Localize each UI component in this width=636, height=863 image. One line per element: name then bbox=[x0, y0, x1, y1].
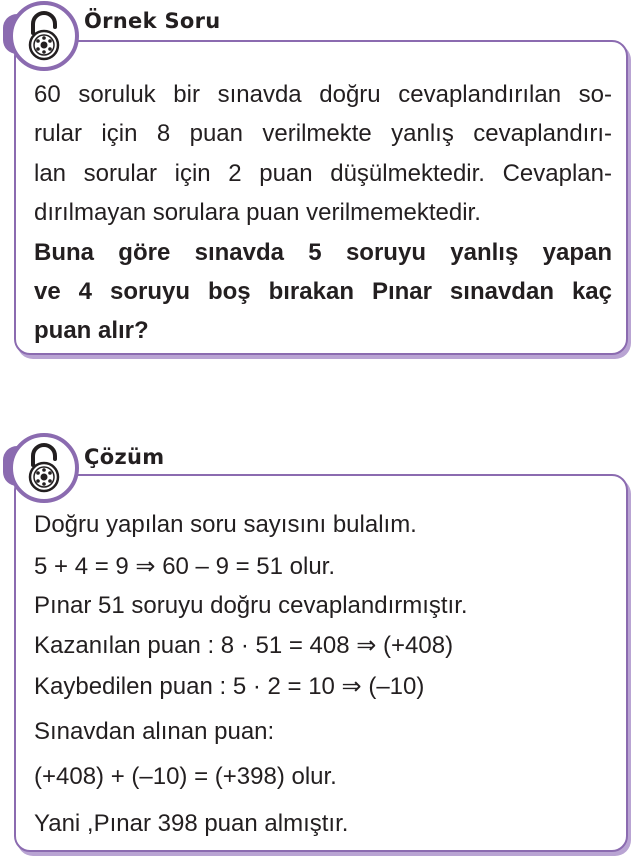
solution-text-line: Pınar 51 soruyu doğru cevaplandırmıştır. bbox=[34, 592, 468, 619]
example-title: Örnek Soru bbox=[84, 9, 221, 33]
solution-text-line: Sınavdan alınan puan: bbox=[34, 718, 275, 745]
padlock-icon bbox=[8, 432, 80, 504]
question-text-line: rular için 8 puan verilmekte yanlış cevaplandırı- bbox=[34, 120, 612, 147]
solution-text-line: Yani ,Pınar 398 puan almıştır. bbox=[34, 810, 349, 837]
question-prompt-line: ve 4 soruyu boş bırakan Pınar sınavdan kaç bbox=[34, 278, 612, 305]
example-question-section bbox=[0, 0, 636, 360]
question-text-line: dırılmayan sorulara puan verilmemektedir. bbox=[34, 199, 481, 226]
solution-title: Çözüm bbox=[84, 445, 165, 469]
question-prompt-line: Buna göre sınavda 5 soruyu yanlış yapan bbox=[34, 239, 612, 266]
question-prompt-line: puan alır? bbox=[34, 317, 149, 344]
solution-text-line: (+408) + (–10) = (+398) olur. bbox=[34, 763, 337, 790]
solution-text-line: Kazanılan puan : 8 · 51 = 408 ⇒ (+408) bbox=[34, 632, 454, 659]
solution-section bbox=[0, 430, 636, 863]
solution-text-line: Doğru yapılan soru sayısını bulalım. bbox=[34, 511, 417, 538]
solution-text-line: 5 + 4 = 9 ⇒ 60 – 9 = 51 olur. bbox=[34, 553, 335, 580]
padlock-icon bbox=[8, 0, 80, 72]
question-text-line: 60 soruluk bir sınavda doğru cevaplandırılan so- bbox=[34, 81, 612, 108]
question-text-line: lan sorular için 2 puan düşülmektedir. Cevaplan- bbox=[34, 160, 612, 187]
solution-text-line: Kaybedilen puan : 5 · 2 = 10 ⇒ (–10) bbox=[34, 673, 425, 700]
